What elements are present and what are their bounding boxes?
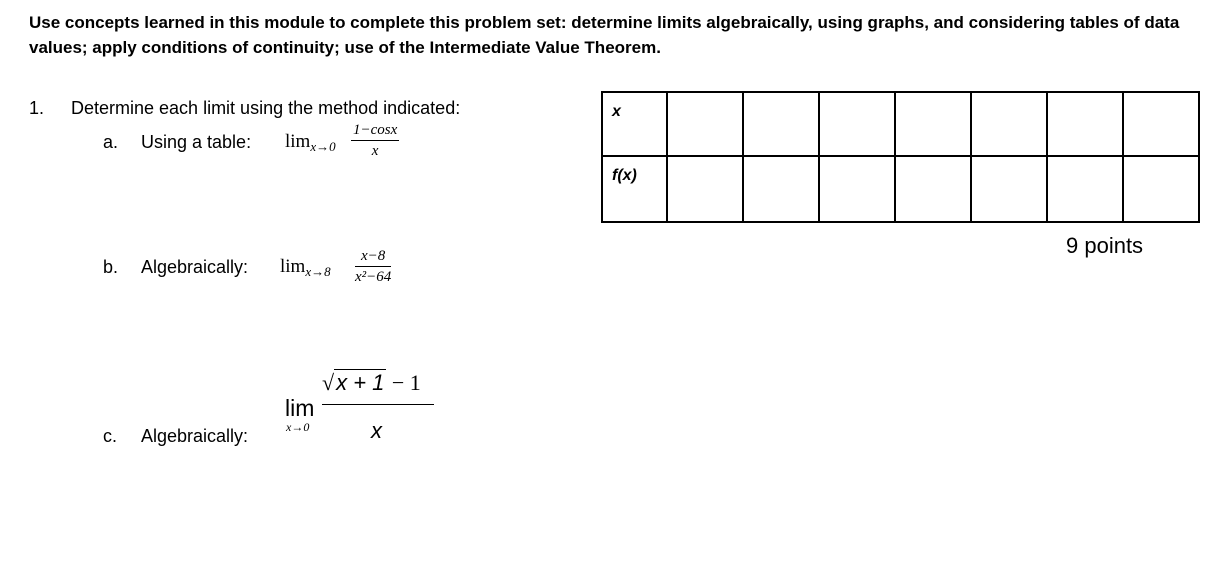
- fraction-bar: [355, 266, 391, 267]
- part-b-letter: b.: [103, 257, 119, 277]
- table-header-x: x: [602, 92, 667, 156]
- part-b-fraction: [355, 247, 391, 286]
- part-b-label: Algebraically:: [141, 257, 249, 277]
- part-c-fraction-bar: [322, 404, 434, 405]
- part-c-denominator: x: [371, 418, 382, 443]
- sqrt-argument: x + 1: [336, 370, 385, 395]
- question-number: 1.: [29, 98, 45, 118]
- lim-subscript: x→0: [310, 139, 336, 154]
- part-c-letter: c.: [103, 426, 118, 446]
- table-cell[interactable]: [743, 156, 819, 222]
- part-a-label: Using a table:: [141, 132, 252, 152]
- points-label: 9 points: [1066, 233, 1144, 258]
- question-text: Determine each limit using the method indicated:: [71, 98, 461, 118]
- table-cell[interactable]: [1123, 92, 1199, 156]
- fraction-bar: [351, 140, 399, 141]
- part-c-lim-subscript: x→0: [286, 420, 310, 434]
- part-c-label: Algebraically:: [141, 426, 249, 446]
- part-c-lim-operator: lim: [285, 395, 315, 421]
- table-row-fx: [602, 156, 1199, 222]
- table-cell[interactable]: [667, 92, 743, 156]
- values-table: [601, 91, 1200, 223]
- lim-operator: lim: [280, 256, 306, 277]
- table-cell[interactable]: [1047, 92, 1123, 156]
- lim-operator: lim: [285, 131, 311, 152]
- table-row-x: [602, 92, 1199, 156]
- part-a-fraction: [351, 121, 399, 160]
- table-cell[interactable]: [819, 92, 895, 156]
- part-a-letter: a.: [103, 132, 119, 152]
- table-cell[interactable]: [1123, 156, 1199, 222]
- table-header-fx: f(x): [602, 156, 667, 222]
- numerator: 1−cosx: [353, 122, 398, 138]
- table-cell[interactable]: [1047, 156, 1123, 222]
- part-a-limit: [285, 131, 336, 153]
- part-c-numerator: [322, 370, 421, 396]
- lim-subscript: x→8: [305, 264, 331, 279]
- denominator: x²−64: [355, 269, 392, 285]
- table-cell[interactable]: [971, 156, 1047, 222]
- table-cell[interactable]: [819, 156, 895, 222]
- numerator-rest: − 1: [386, 370, 421, 395]
- sqrt-symbol: √: [322, 370, 335, 395]
- table-cell[interactable]: [743, 92, 819, 156]
- instructions-text: Use concepts learned in this module to complete this problem set: determine limits algebraically, using graphs, and considering tables of data values; apply conditions of continuity; use of the Intermediate Value Theorem.: [29, 13, 1180, 57]
- table-cell[interactable]: [895, 92, 971, 156]
- table-cell[interactable]: [971, 92, 1047, 156]
- denominator: x: [371, 143, 379, 159]
- part-b-limit: [280, 256, 331, 278]
- table-cell[interactable]: [895, 156, 971, 222]
- table-cell[interactable]: [667, 156, 743, 222]
- numerator: x−8: [361, 248, 386, 264]
